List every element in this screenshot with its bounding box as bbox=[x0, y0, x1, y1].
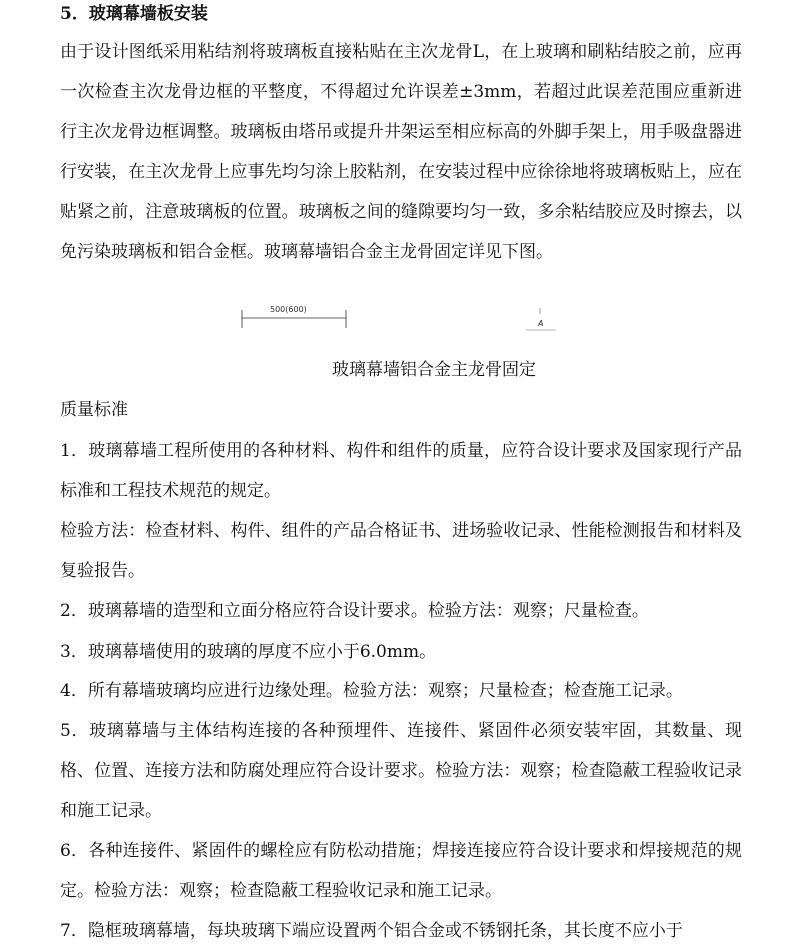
quality-item-5: 5．玻璃幕墙与主体结构连接的各种预埋件、连接件、紧固件必须安装牢固，其数量、现格、位置、连接方法和防腐处理应符合设计要求。检验方法：观察；检查隐蔽工程验收记录和施工记录。 bbox=[60, 721, 742, 821]
quality-heading: 质量标准 bbox=[60, 400, 128, 420]
figure-drawing bbox=[230, 300, 570, 340]
intro-paragraph: 由于设计图纸采用粘结剂将玻璃板直接粘贴在主次龙骨L，在上玻璃和刷粘结胶之前，应再一次检查主次龙骨边框的平整度，不得超过允许误差±3mm，若超过此误差范围应重新进行主次龙骨边框调整。玻璃板由塔吊或提升井架运至相应标高的外脚手架上，用手吸盘器进行安装，在主次龙骨上应事先均匀涂上胶粘剂，在安装过程中应徐徐地将玻璃板贴上，应在贴紧之前，注意玻璃板的位置。玻璃板之间的缝隙要均匀一致，多余粘结胶应及时擦去，以免污染玻璃板和铝合金框。玻璃幕墙铝合金主龙骨固定详见下图。 bbox=[60, 42, 742, 262]
section-mark: A bbox=[538, 319, 544, 328]
figure-keel-fixing bbox=[230, 300, 570, 340]
figure-caption: 玻璃幕墙铝合金主龙骨固定 bbox=[332, 360, 536, 380]
quality-item-1: 1．玻璃幕墙工程所使用的各种材料、构件和组件的质量，应符合设计要求及国家现行产品标准和工程技术规范的规定。 bbox=[60, 441, 742, 501]
section-heading: 5．玻璃幕墙板安装 bbox=[60, 4, 208, 24]
inspection-method: 检验方法：检查材料、构件、组件的产品合格证书、进场验收记录、性能检测报告和材料及复验报告。 bbox=[60, 521, 742, 581]
quality-item-6: 6．各种连接件、紧固件的螺栓应有防松动措施；焊接连接应符合设计要求和焊接规范的规定。检验方法：观察；检查隐蔽工程验收记录和施工记录。 bbox=[60, 841, 742, 901]
quality-item-2: 2．玻璃幕墙的造型和立面分格应符合设计要求。检验方法：观察；尺量检查。 bbox=[60, 601, 649, 621]
dimension-label: 500(600) bbox=[270, 305, 307, 314]
quality-item-3: 3．玻璃幕墙使用的玻璃的厚度不应小于6.0mm。 bbox=[60, 642, 437, 662]
quality-item-4: 4．所有幕墙玻璃均应进行边缘处理。检验方法：观察；尺量检查；检查施工记录。 bbox=[60, 681, 683, 701]
quality-item-7: 7．隐框玻璃幕墙，每块玻璃下端应设置两个铝合金或不锈钢托条，其长度不应小于 bbox=[60, 921, 683, 941]
